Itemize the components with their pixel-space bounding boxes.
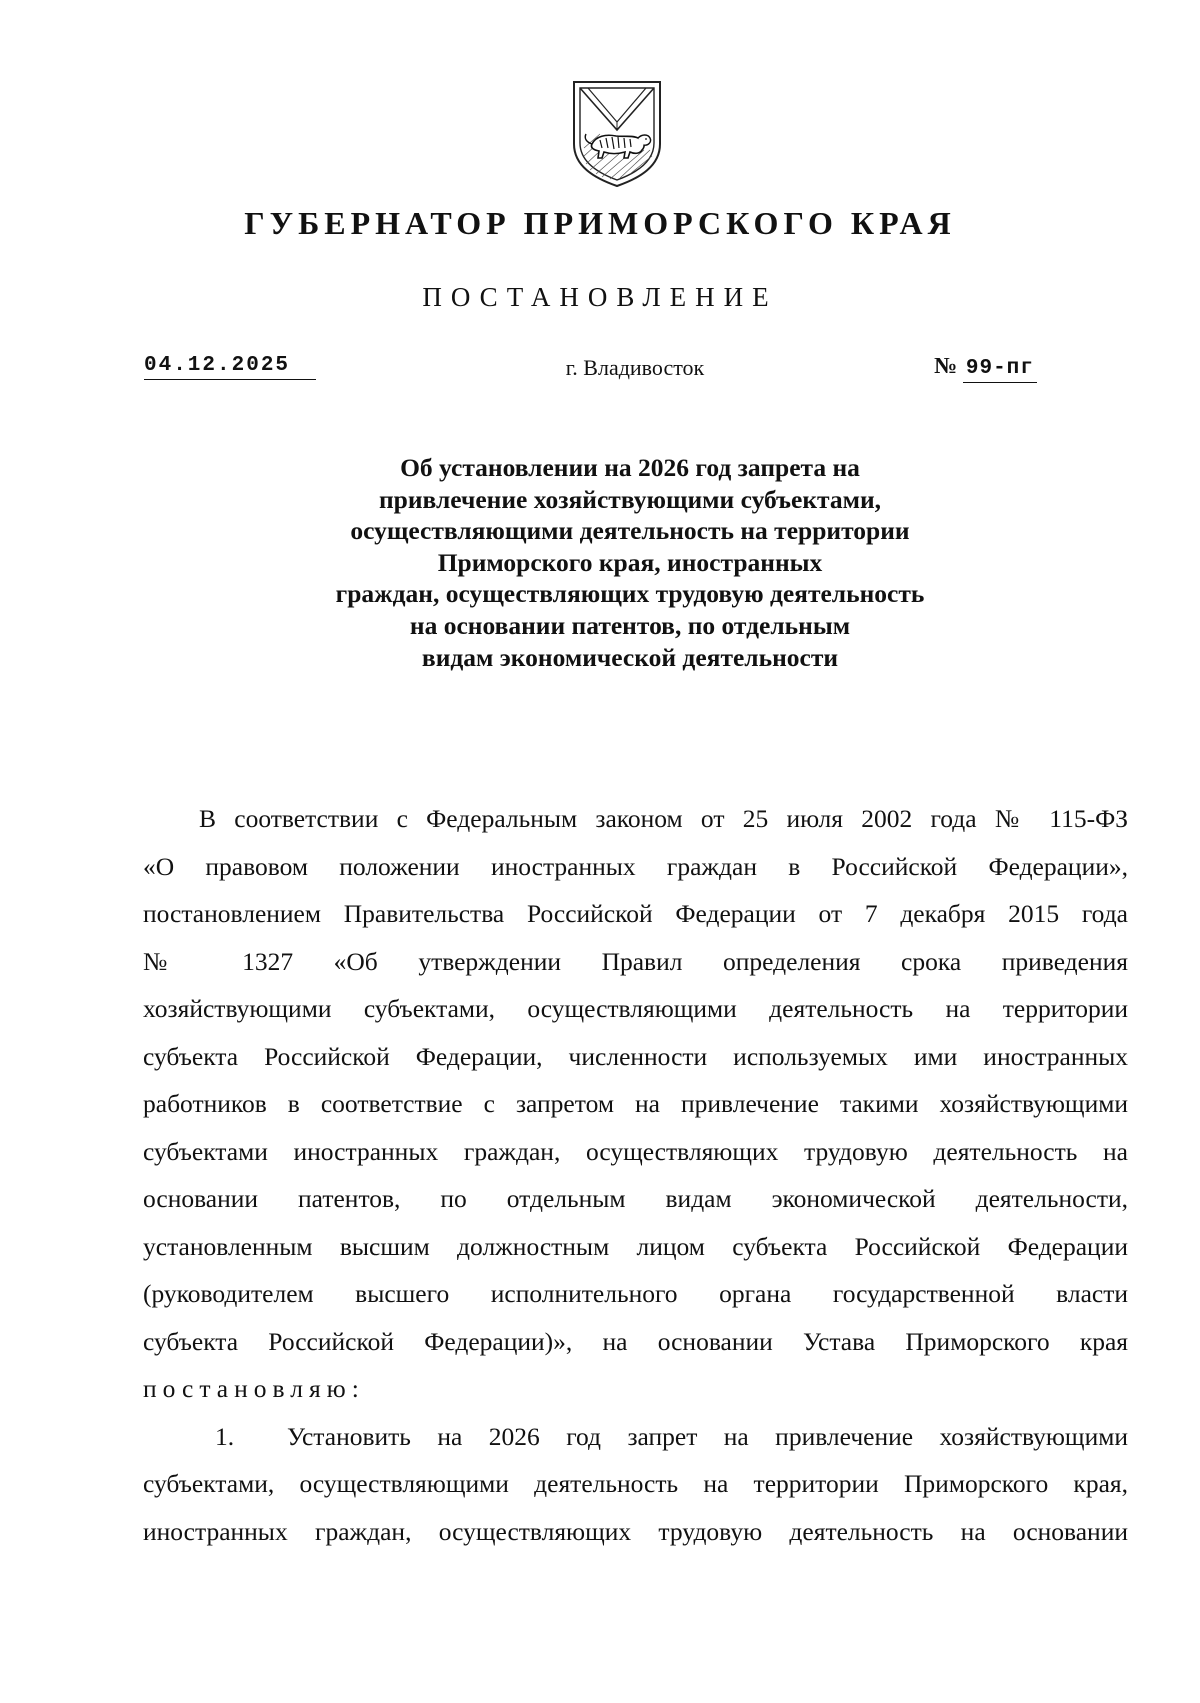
item-1-line bbox=[143, 1413, 1128, 1461]
preamble-line: В соответствии с Федеральным законом от 25 июля 2002 года № 115-ФЗ bbox=[199, 804, 1128, 833]
title-line: граждан, осуществляющих трудовую деятельность bbox=[335, 579, 925, 609]
document-title bbox=[200, 452, 1060, 673]
preamble-line: постановлением Правительства Российской Федерации от 7 декабря 2015 года bbox=[143, 899, 1128, 928]
document-number bbox=[934, 353, 1037, 380]
preamble-line: субъектами иностранных граждан, осуществляющих трудовую деятельность на bbox=[143, 1136, 1128, 1166]
preamble-line: работников в соответствие с запретом на привлечение такими хозяйствующими bbox=[143, 1089, 1128, 1118]
preamble-line: установленным высшим должностным лицом субъекта Российской Федерации bbox=[143, 1231, 1128, 1261]
preamble-line: «О правовом положении иностранных граждан в Российской Федерации», bbox=[143, 851, 1128, 881]
preamble-line: № 1327 «Об утверждении Правил определения срока приведения bbox=[143, 946, 1128, 976]
title-line: привлечение хозяйствующими субъектами, bbox=[378, 484, 882, 514]
issuing-authority: ГУБЕРНАТОР ПРИМОРСКОГО КРАЯ bbox=[244, 205, 956, 241]
document-type: ПОСТАНОВЛЕНИЕ bbox=[422, 282, 778, 312]
coat-of-arms-emblem bbox=[570, 78, 664, 190]
title-line: Приморского края, иностранных bbox=[437, 547, 823, 577]
item-1-text: Установить на 2026 год запрет на привлечение хозяйствующими bbox=[287, 1421, 1128, 1451]
item-1-line: иностранных граждан, осуществляющих трудовую деятельность на основании bbox=[143, 1516, 1128, 1546]
title-line: видам экономической деятельности bbox=[421, 642, 839, 672]
preamble-line: субъекта Российской Федерации)», на основании Устава Приморского края bbox=[143, 1326, 1128, 1356]
number-value: 99-пг bbox=[963, 357, 1037, 383]
document-date: 04.12.2025 bbox=[144, 354, 316, 380]
preamble-line: основании патентов, по отдельным видам экономической деятельности, bbox=[143, 1184, 1128, 1213]
preamble-line: хозяйствующими субъектами, осуществляющими деятельность на территории bbox=[143, 994, 1128, 1023]
item-1-line: субъектами, осуществляющими деятельность на территории Приморского края, bbox=[143, 1469, 1128, 1498]
decree-word: постановляю: bbox=[143, 1374, 365, 1403]
shield-icon bbox=[570, 78, 664, 190]
title-line: осуществляющими деятельность на территории bbox=[350, 516, 910, 546]
title-line: Об установлении на 2026 год запрета на bbox=[400, 453, 860, 482]
document-city: г. Владивосток bbox=[565, 355, 705, 380]
preamble-line: субъекта Российской Федерации, численности используемых ими иностранных bbox=[143, 1041, 1128, 1071]
document-body bbox=[143, 795, 1128, 1555]
preamble-line: (руководителем высшего исполнительного органа государственной власти bbox=[143, 1279, 1128, 1308]
item-1-number: 1. bbox=[215, 1421, 235, 1451]
number-sign: № bbox=[934, 353, 958, 378]
title-line: на основании патентов, по отдельным bbox=[409, 610, 851, 640]
